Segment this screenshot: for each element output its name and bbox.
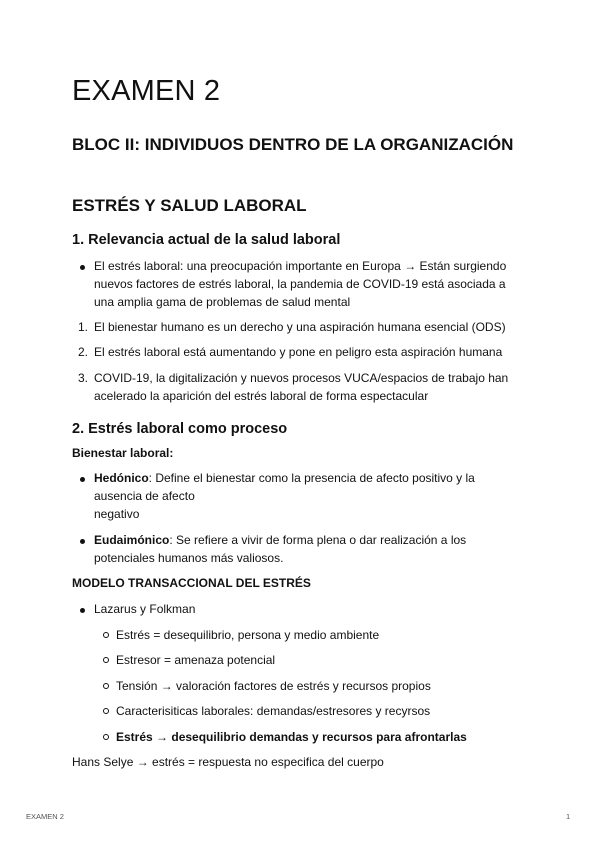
sub-item-3: Tensión → valoración factores de estrés y recursos propios	[116, 679, 431, 693]
hedonico-term: Hedónico	[94, 471, 149, 485]
sub-bullet-marker	[103, 683, 109, 689]
section-heading: ESTRÉS Y SALUD LABORAL	[72, 196, 307, 215]
selye-line: Hans Selye → estrés = respuesta no especifica del cuerpo	[72, 755, 384, 769]
sub-bullet-marker	[103, 734, 109, 740]
hedonico-def: : Define el bienestar como la presencia de afecto positivo y la	[148, 471, 475, 485]
s1-bullet-line3: una amplia gama de problemas de salud mental	[94, 295, 351, 309]
sub-bullet-marker	[103, 657, 109, 663]
list-item-2: El estrés laboral está aumentando y pone en peligro esta aspiración humana	[94, 345, 503, 359]
footer-title: EXAMEN 2	[26, 812, 64, 821]
eudaimonico-line2: potenciales humanos más valiosos.	[94, 551, 284, 565]
list-item-1: El bienestar humano es un derecho y una aspiración humana esencial (ODS)	[94, 320, 506, 334]
hedonico-line1	[94, 469, 475, 487]
bullet-marker	[80, 477, 85, 482]
sub-bullet-marker	[103, 708, 109, 714]
s1-bullet-line2: nuevos factores de estrés laboral, la pandemia de COVID-19 está asociada a	[94, 277, 506, 291]
modelo-label: MODELO TRANSACCIONAL DEL ESTRÉS	[72, 576, 311, 590]
list-item-3-line1: COVID-19, la digitalización y nuevos procesos VUCA/espacios de trabajo han	[94, 371, 509, 385]
list-number: 2.	[78, 345, 89, 359]
s1-bullet-line1: El estrés laboral: una preocupación importante en Europa → Están surgiendo	[94, 259, 507, 273]
sub-item-1: Estrés = desequilibrio, persona y medio ambiente	[116, 628, 380, 642]
eudaimonico-line1	[94, 531, 466, 549]
bullet-marker	[80, 265, 85, 270]
page-title: EXAMEN 2	[72, 75, 221, 107]
s2-heading: 2. Estrés laboral como proceso	[72, 421, 288, 437]
bullet-marker	[80, 608, 85, 613]
lazarus-item: Lazarus y Folkman	[94, 602, 196, 616]
bienestar-label: Bienestar laboral:	[72, 446, 174, 460]
eudaimonico-term: Eudaimónico	[94, 533, 170, 547]
list-number: 3.	[78, 371, 89, 385]
hedonico-line2: ausencia de afecto	[94, 489, 195, 503]
s1-heading: 1. Relevancia actual de la salud laboral	[72, 232, 341, 248]
eudaimonico-def: : Se refiere a vivir de forma plena o dar realización a los	[169, 533, 467, 547]
list-number: 1.	[78, 320, 89, 334]
bullet-marker	[80, 539, 85, 544]
hedonico-line3: negativo	[94, 507, 140, 521]
bloc-heading: BLOC II: INDIVIDUOS DENTRO DE LA ORGANIZACIÓN	[72, 135, 514, 154]
page-number: 1	[566, 812, 571, 821]
sub-item-5: Estrés → desequilibrio demandas y recursos para afrontarlas	[116, 730, 467, 744]
sub-item-2: Estresor = amenaza potencial	[116, 653, 276, 667]
sub-bullet-marker	[103, 632, 109, 638]
sub-item-4: Caracterisiticas laborales: demandas/estresores y recyrsos	[116, 704, 431, 718]
list-item-3-line2: acelerado la aparición del estrés laboral de forma espectacular	[94, 389, 429, 403]
